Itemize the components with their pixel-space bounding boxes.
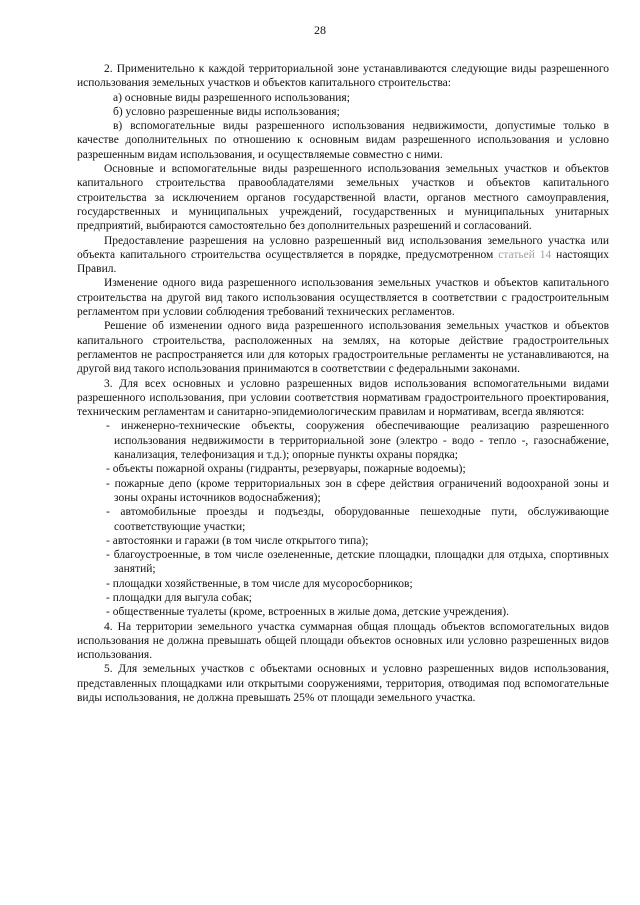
list-item: - объекты пожарной охраны (гидранты, резервуары, пожарные водоемы); <box>77 462 609 476</box>
list-item: - пожарные депо (кроме территориальных зон в сфере действия ограничений водоохраной зоны и зоны охраны источников водоснабжения); <box>77 477 609 506</box>
paragraph-3-intro: 3. Для всех основных и условно разрешенных видов использования вспомогательными видами разрешенного использования, при условии соответствия нормативам градостроительного проектирования, техническим регламентам и санитарно-эпидемиологическим правилам и нормативам, всегда являются: <box>77 377 609 419</box>
paragraph-conditional-permit <box>77 234 609 277</box>
article-14-link[interactable]: статьей 14 <box>498 248 552 261</box>
list-item: - площадки для выгула собак; <box>77 591 609 605</box>
list-item: - автомобильные проезды и подъезды, оборудованные пешеходные пути, обслуживающие соответствующие участки; <box>77 505 609 534</box>
paragraph-2-item-a: а) основные виды разрешенного использования; <box>113 91 350 104</box>
paragraph-4: 4. На территории земельного участка суммарная общая площадь объектов вспомогательных видов использования не должна превышать общей площади объектов основных или условно разрешенных видов использования. <box>77 620 609 662</box>
list-item: - площадки хозяйственные, в том числе для мусоросборников; <box>77 577 609 591</box>
paragraph-2-intro: 2. Применительно к каждой территориальной зоне устанавливаются следующие виды разрешенного использования земельных участков и объектов капитального строительства: <box>77 63 609 90</box>
paragraph-type-change: Изменение одного вида разрешенного использования земельных участков и объектов капитального строительства на другой вид такого использования осуществляется в соответствии с градостроительным регламентом при условии соблюдения требований технических регламентов. <box>77 277 609 319</box>
paragraph-main-types: Основные и вспомогательные виды разрешенного использования земельных участков и объектов капитального строительства правообладателями земельных участков и объектов капитального строительства за исключением органов государственной власти, органов местного самоуправления, государственных и муниципальных учреждений, государственных и муниципальных унитарных предприятий, выбираются самостоятельно без дополнительных разрешений и согласований. <box>77 163 609 233</box>
list-item: - автостоянки и гаражи (в том числе открытого типа); <box>77 534 609 548</box>
page-number: 28 <box>314 23 326 37</box>
auxiliary-uses-list <box>77 419 609 619</box>
paragraph-2-item-b: б) условно разрешенные виды использования; <box>113 105 340 118</box>
paragraph-2-item-c: в) вспомогательные виды разрешенного использования недвижимости, допустимые только в качестве дополнительных по отношению к основным видам разрешенного использования и условно разрешенным видам использования, и осуществляемые совместно с ними. <box>77 120 609 161</box>
list-item: - общественные туалеты (кроме, встроенных в жилые дома, детские учреждения). <box>77 605 609 619</box>
list-item: - инженерно-технические объекты, сооружения обеспечивающие реализацию разрешенного использования недвижимости в территориальной зоне (электро - водо - тепло -, газоснабжение, канализация, телефонизация и т.д.); опорные пункты охраны порядка; <box>77 419 609 462</box>
paragraph-5: 5. Для земельных участков с объектами основных и условно разрешенных видов использования, представленных площадками или открытыми сооружениями, территория, отводимая под вспомогательные виды использования, не должна превышать 25% от площади земельного участка. <box>77 663 609 705</box>
document-body <box>77 62 609 705</box>
list-item: - благоустроенные, в том числе озелененные, детские площадки, площадки для отдыха, спортивных занятий; <box>77 548 609 577</box>
conditional-permit-text-end: настоящих Правил. <box>77 248 609 276</box>
paragraph-change-decision: Решение об изменении одного вида разрешенного использования земельных участков и объектов капитального строительства, расположенных на землях, на которые действие градостроительных регламентов не распространяется или для которых градостроительные регламенты не устанавливаются, на другой вид такого использования принимаются в соответствии с федеральными законами. <box>77 320 609 376</box>
conditional-permit-text-start: Предоставление разрешения на условно разрешенный вид использования земельного участка или объекта капитального строительства осуществляется в порядке, предусмотренном <box>77 234 609 261</box>
